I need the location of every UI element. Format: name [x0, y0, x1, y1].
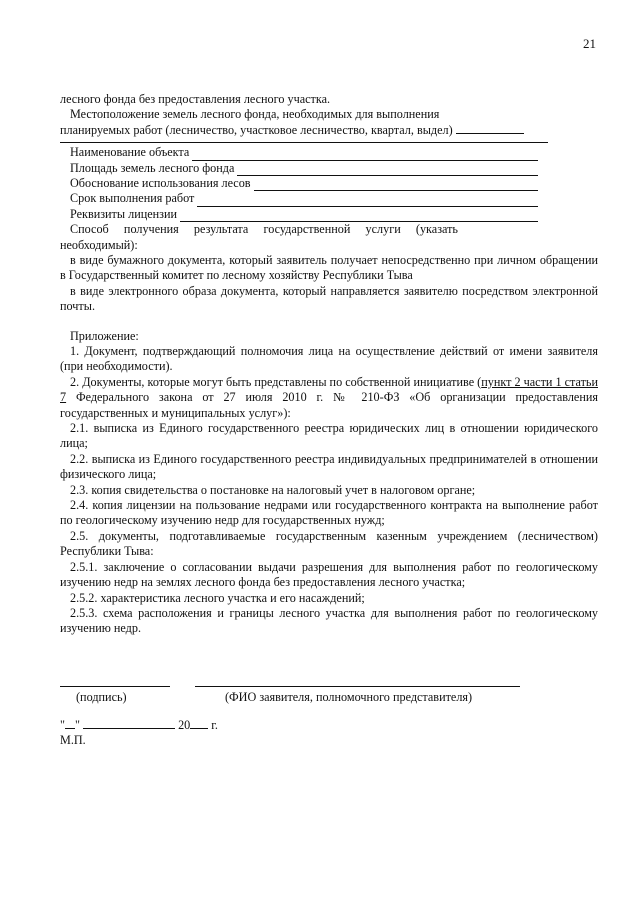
document-body — [60, 92, 598, 637]
result-method-electronic: в виде электронного образа документа, который направляется заявителю посредством электронной почты. — [60, 283, 598, 314]
appendix-item-2-1: 2.1. выписка из Единого государственного реестра юридических лиц в отношении юридического лица; — [60, 421, 598, 451]
appendix-item-1: 1. Документ, подтверждающий полномочия лица на осуществление действий от имени заявителя (при необходимости). — [60, 344, 598, 374]
date-line — [60, 718, 218, 733]
date-quote-open: " — [60, 718, 65, 732]
field-label: Срок выполнения работ — [70, 191, 195, 206]
text-line: Местоположение земель лесного фонда, необходимых для выполнения — [70, 107, 440, 122]
field-label: Реквизиты лицензии — [70, 206, 178, 221]
date-year-prefix: 20 — [178, 718, 191, 732]
location-line — [60, 123, 598, 138]
page-number: 21 — [583, 36, 596, 51]
field-term — [70, 191, 598, 206]
result-method-paper: в виде бумажного документа, который заявитель получает непосредственно при личном обращении в Государственный комитет по лесному хозяйству Республики Тыва — [60, 252, 598, 283]
signature-blank — [60, 686, 170, 687]
appendix-item-2-5-2: 2.5.2. характеристика лесного участка и его насаждений; — [70, 590, 365, 605]
field-label: Наименование объекта — [70, 145, 190, 160]
location-blank — [456, 133, 524, 134]
field-label: Обоснование использования лесов — [70, 175, 251, 190]
text-line: планируемых работ (лесничество, участковое лесничество, квартал, выдел) — [60, 122, 453, 137]
date-year-suffix: г. — [211, 718, 218, 732]
field-blank — [237, 164, 538, 176]
appendix-item-2-5-3: 2.5.3. схема расположения и границы лесного участка для выполнения работ по геологическому изучению недр. — [60, 605, 598, 636]
blank-rule — [60, 142, 548, 143]
field-blank — [180, 210, 538, 222]
date-quote-close: " — [74, 718, 80, 732]
appendix-item-2-5-1: 2.5.1. заключение о согласовании выдачи разрешения для выполнения работ по геологическому изучению недр на землях лесного фонда без предоставления лесного участка; — [60, 559, 598, 590]
result-method-intro: Способ получения результата государственной услуги (указать необходимый): — [60, 222, 458, 252]
field-blank — [197, 195, 538, 207]
text-line: лесного фонда без предоставления лесного участка. — [60, 92, 331, 106]
appendix-item-2-4: 2.4. копия лицензии на пользование недрами или государственного контракта на выполнение работ по геологическому изучению недр для государственных нужд; — [60, 498, 598, 528]
appendix-title: Приложение: — [70, 328, 139, 343]
name-blank — [195, 686, 520, 687]
appendix-item-2-2: 2.2. выписка из Единого государственного реестра индивидуальных предпринимателей в отношении физического лица; — [60, 451, 598, 482]
stamp-place: М.П. — [60, 733, 86, 747]
field-justification — [70, 176, 598, 191]
field-license — [70, 207, 598, 222]
month-blank — [83, 728, 175, 729]
appendix-item-2-5: 2.5. документы, подготавливаемые государственным казенным учреждением (лесничеством) Республики Тыва: — [60, 528, 598, 559]
field-area — [70, 161, 598, 176]
law-reference-link[interactable]: пункт 2 части 1 статьи 7 — [60, 374, 598, 405]
appendix-item-2-3: 2.3. копия свидетельства о постановке на налоговый учет в налоговом органе; — [70, 482, 476, 497]
name-caption: (ФИО заявителя, полномочного представителя) — [225, 690, 473, 704]
field-label: Площадь земель лесного фонда — [70, 160, 235, 175]
appendix-item-2-text: 2. Документы, которые могут быть представлены по собственной инициативе ( — [70, 374, 482, 389]
signature-caption: (подпись) — [76, 690, 127, 704]
appendix-item-2 — [60, 375, 598, 421]
day-blank — [65, 728, 75, 729]
year-blank — [190, 728, 208, 729]
field-blank — [192, 149, 538, 161]
spacer — [60, 315, 598, 329]
appendix-item-2-text: Федерального закона от 27 июля 2010 г. № 210-ФЗ «Об организации предоставления государственных и муниципальных услуг»): — [60, 390, 598, 420]
field-object-name — [70, 145, 598, 160]
field-blank — [254, 179, 538, 191]
